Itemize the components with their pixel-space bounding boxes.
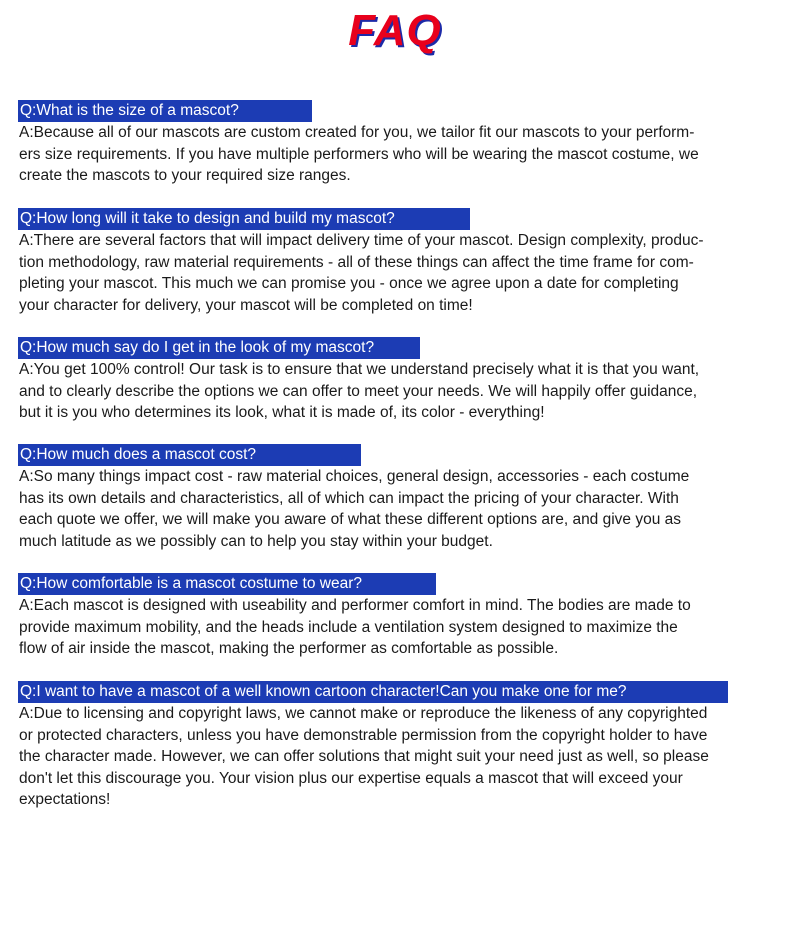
- faq-item-look: [18, 337, 778, 424]
- answer-text: [18, 595, 771, 660]
- answer-line: each quote we offer, we will make you aware of what these different options are, and give you as: [19, 511, 682, 529]
- answer-line: A:Each mascot is designed with useability and performer comfort in mind. The bodies are made to: [19, 597, 691, 614]
- answer-line: A:You get 100% control! Our task is to ensure that we understand precisely what it is that you want,: [19, 361, 700, 378]
- faq-item-timeline: [18, 208, 778, 316]
- answer-line: tion methodology, raw material requirements - all of these things can affect the time frame for com-: [19, 253, 694, 271]
- answer-text: [18, 359, 771, 424]
- faq-item-size: [18, 100, 778, 187]
- answer-line: flow of air inside the mascot, making the performer as comfortable as possible.: [19, 640, 559, 658]
- answer-line: but it is you who determines its look, what it is made of, its color - everything!: [19, 404, 545, 422]
- answer-line: much latitude as we possibly can to help you stay within your budget.: [19, 532, 493, 550]
- question-bar: Q:I want to have a mascot of a well known cartoon character!Can you make one for me?: [18, 681, 728, 703]
- question-bar: Q:How long will it take to design and build my mascot?: [18, 208, 470, 230]
- answer-line: don't let this discourage you. Your vision plus our expertise equals a mascot that will exceed your: [19, 769, 683, 787]
- answer-text: [18, 466, 771, 552]
- answer-line: expectations!: [19, 791, 111, 809]
- question-bar: Q:How much say do I get in the look of my mascot?: [18, 337, 420, 359]
- answer-text: [18, 122, 771, 187]
- faq-item-cost: [18, 444, 778, 552]
- answer-line: A:Because all of our mascots are custom created for you, we tailor fit our mascots to your perform-: [19, 124, 695, 141]
- faq-item-comfort: [18, 573, 778, 660]
- question-bar: Q:What is the size of a mascot?: [18, 100, 312, 122]
- answer-text: [18, 230, 771, 316]
- answer-line: or protected characters, unless you have demonstrable permission from the copyright holder to have: [19, 726, 708, 744]
- answer-line: A:Due to licensing and copyright laws, we cannot make or reproduce the likeness of any copyrighted: [19, 705, 708, 722]
- answer-line: and to clearly describe the options we can offer to meet your needs. We will happily offer guidance,: [19, 382, 698, 400]
- answer-line: A:There are several factors that will impact delivery time of your mascot. Design complexity, produc-: [19, 232, 704, 249]
- answer-line: the character made. However, we can offer solutions that might suit your need just as well, so please: [19, 748, 709, 766]
- answer-line: your character for delivery, your mascot will be completed on time!: [19, 296, 473, 314]
- answer-line: has its own details and characteristics, all of which can impact the pricing of your character. With: [19, 489, 679, 507]
- answer-line: create the mascots to your required size ranges.: [19, 167, 351, 185]
- answer-text: [18, 703, 771, 811]
- answer-line: ers size requirements. If you have multiple performers who will be wearing the mascot costume, we: [19, 145, 699, 163]
- question-bar: Q:How comfortable is a mascot costume to wear?: [18, 573, 436, 595]
- question-bar: Q:How much does a mascot cost?: [18, 444, 361, 466]
- answer-line: pleting your mascot. This much we can promise you - once we agree upon a date for completing: [19, 275, 679, 293]
- answer-line: A:So many things impact cost - raw material choices, general design, accessories - each costume: [19, 468, 690, 485]
- page-title: FAQ: [348, 6, 442, 55]
- faq-item-copyright: [18, 681, 778, 811]
- answer-line: provide maximum mobility, and the heads include a ventilation system designed to maximize the: [19, 618, 678, 636]
